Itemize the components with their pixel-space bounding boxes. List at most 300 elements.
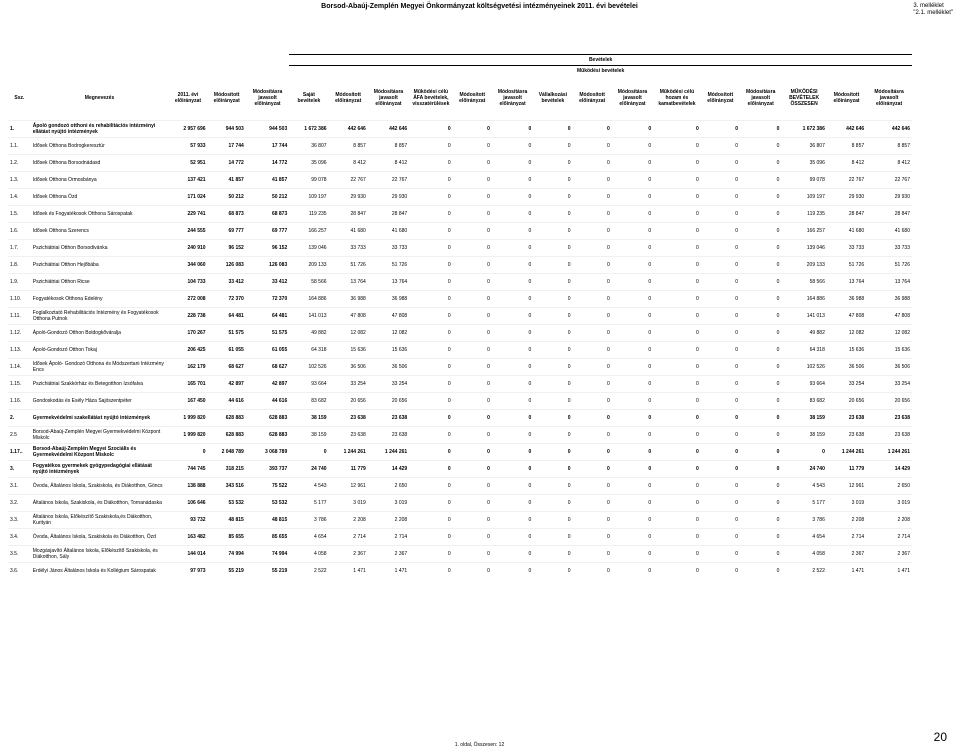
row-value: 42 897 (208, 376, 246, 393)
row-value: 109 197 (289, 189, 328, 206)
row-value: 14 429 (866, 461, 912, 478)
col-c14: Módosított előirányzat (707, 92, 734, 105)
row-value: 23 638 (866, 427, 912, 444)
row-value: 0 (492, 223, 533, 240)
row-value: 0 (653, 342, 701, 359)
row-value: 0 (409, 529, 452, 546)
row-value: 0 (492, 274, 533, 291)
row-value: 23 638 (329, 427, 368, 444)
row-value: 0 (612, 461, 653, 478)
row-value: 51 726 (827, 257, 866, 274)
row-value: 4 058 (781, 546, 827, 563)
row-value: 162 179 (168, 359, 207, 376)
row-value: 13 764 (827, 274, 866, 291)
row-value: 0 (533, 223, 572, 240)
row-value: 0 (701, 138, 740, 155)
row-value: 0 (492, 444, 533, 461)
table-row (8, 189, 912, 206)
row-value: 51 726 (866, 257, 912, 274)
row-value: 0 (533, 206, 572, 223)
row-value: 0 (653, 546, 701, 563)
row-value: 0 (612, 376, 653, 393)
row-value: 139 046 (781, 240, 827, 257)
row-value: 68 627 (208, 359, 246, 376)
row-value: 41 680 (368, 223, 409, 240)
row-ssz: 1.14. (8, 359, 31, 376)
row-value: 0 (612, 206, 653, 223)
row-value: 33 733 (368, 240, 409, 257)
row-name: Fogyatékosok Otthona Edelény (31, 291, 169, 308)
row-name: Idősek Otthona Ormosbánya (31, 172, 169, 189)
row-value: 0 (409, 172, 452, 189)
row-value: 0 (533, 189, 572, 206)
row-value: 0 (653, 172, 701, 189)
row-value: 69 777 (208, 223, 246, 240)
row-name: Foglalkoztató Rehabilitációs Intézmény és Fogyatékosok Otthona Putnok (31, 308, 169, 325)
row-value: 44 616 (208, 393, 246, 410)
row-value: 1 244 261 (329, 444, 368, 461)
row-value: 48 815 (208, 512, 246, 529)
table-row (8, 240, 912, 257)
row-value: 102 526 (781, 359, 827, 376)
row-value: 58 566 (289, 274, 328, 291)
row-value: 36 506 (827, 359, 866, 376)
row-value: 0 (492, 172, 533, 189)
row-value: 14 772 (246, 155, 289, 172)
col-c8: Módosított előirányzat (459, 92, 486, 105)
row-value: 2 367 (368, 546, 409, 563)
row-value: 0 (612, 325, 653, 342)
row-value: 47 808 (866, 308, 912, 325)
row-value: 0 (533, 512, 572, 529)
row-value: 15 636 (866, 342, 912, 359)
row-value: 36 506 (368, 359, 409, 376)
row-value: 171 024 (168, 189, 207, 206)
row-name: Ápoló-Gondozó Otthon Boldogkőváralja (31, 325, 169, 342)
row-value: 23 638 (368, 427, 409, 444)
row-value: 0 (533, 325, 572, 342)
row-value: 0 (573, 495, 612, 512)
row-value: 0 (492, 257, 533, 274)
table-row (8, 172, 912, 189)
row-value: 0 (701, 274, 740, 291)
row-value: 13 764 (368, 274, 409, 291)
row-value: 0 (453, 546, 492, 563)
row-value: 15 636 (368, 342, 409, 359)
row-value: 3 068 789 (246, 444, 289, 461)
row-value: 1 999 820 (168, 427, 207, 444)
row-value: 36 988 (866, 291, 912, 308)
row-value: 0 (453, 478, 492, 495)
row-value: 1 244 261 (827, 444, 866, 461)
row-name: Pszichiátriai Szakkórház és Betegotthon Izsófalva (31, 376, 169, 393)
row-value: 2 208 (866, 512, 912, 529)
row-value: 126 083 (246, 257, 289, 274)
row-ssz: 1.4. (8, 189, 31, 206)
row-value: 0 (740, 189, 781, 206)
row-value: 0 (701, 478, 740, 495)
row-value: 0 (533, 138, 572, 155)
row-value: 0 (701, 172, 740, 189)
header-mukodesi-bevetelek: Működési bevételek (289, 66, 912, 77)
row-ssz: 3.5. (8, 546, 31, 563)
row-value: 0 (453, 495, 492, 512)
row-value: 83 682 (781, 393, 827, 410)
row-value: 49 882 (781, 325, 827, 342)
row-ssz: 1. (8, 121, 31, 138)
row-value: 48 815 (246, 512, 289, 529)
row-value: 5 177 (289, 495, 328, 512)
row-value: 68 627 (246, 359, 289, 376)
row-value: 0 (740, 342, 781, 359)
row-value: 50 212 (208, 189, 246, 206)
row-value: 8 412 (329, 155, 368, 172)
row-value: 0 (701, 529, 740, 546)
row-value: 0 (701, 546, 740, 563)
col-megnevezes: Megnevezés (84, 95, 115, 102)
row-value: 0 (573, 359, 612, 376)
row-value: 0 (653, 461, 701, 478)
row-value: 11 779 (827, 461, 866, 478)
row-value: 33 733 (329, 240, 368, 257)
row-value: 41 857 (246, 172, 289, 189)
row-value: 99 078 (289, 172, 328, 189)
row-value: 33 412 (246, 274, 289, 291)
row-value: 0 (492, 291, 533, 308)
row-value: 0 (653, 240, 701, 257)
row-value: 164 886 (781, 291, 827, 308)
row-value: 0 (453, 155, 492, 172)
row-value: 0 (409, 325, 452, 342)
row-value: 0 (612, 495, 653, 512)
row-value: 0 (701, 444, 740, 461)
row-value: 0 (533, 291, 572, 308)
row-value: 4 058 (289, 546, 328, 563)
row-value: 0 (289, 444, 328, 461)
row-value: 72 370 (246, 291, 289, 308)
row-value: 61 055 (208, 342, 246, 359)
row-value: 0 (701, 495, 740, 512)
table-row (8, 427, 912, 444)
table-row (8, 274, 912, 291)
row-value: 0 (533, 393, 572, 410)
row-value: 36 506 (329, 359, 368, 376)
row-value: 0 (453, 308, 492, 325)
row-value: 0 (492, 461, 533, 478)
row-value: 0 (612, 223, 653, 240)
row-value: 36 807 (781, 138, 827, 155)
row-value: 1 672 386 (781, 121, 827, 138)
row-value: 0 (409, 138, 452, 155)
row-value: 33 733 (866, 240, 912, 257)
row-value: 0 (453, 291, 492, 308)
row-ssz: 1.12. (8, 325, 31, 342)
row-ssz: 1.6. (8, 223, 31, 240)
row-name: Idősek Otthona Ózd (31, 189, 169, 206)
row-value: 2 208 (827, 512, 866, 529)
col-c9: Módosításra javasolt előirányzat (497, 89, 528, 108)
page-number: 20 (933, 730, 947, 744)
row-value: 0 (653, 495, 701, 512)
row-value: 0 (781, 444, 827, 461)
row-value: 0 (492, 342, 533, 359)
row-value: 0 (701, 291, 740, 308)
row-value: 0 (701, 325, 740, 342)
row-value: 13 764 (866, 274, 912, 291)
row-value: 0 (612, 427, 653, 444)
row-value: 0 (701, 427, 740, 444)
row-value: 29 930 (827, 189, 866, 206)
row-value: 0 (533, 495, 572, 512)
col-c15: Módosításra javasolt előirányzat (745, 89, 776, 108)
row-name: Mozgásjavító Általános Iskola, Előkészítő Szakiskola, és Diákotthon, Sály (31, 546, 169, 563)
row-value: 68 873 (208, 206, 246, 223)
row-value: 126 083 (208, 257, 246, 274)
row-value: 0 (453, 376, 492, 393)
row-value: 0 (612, 189, 653, 206)
col-c17: Módosított előirányzat (833, 92, 860, 105)
table-row (8, 308, 912, 325)
row-value: 0 (740, 410, 781, 427)
row-value: 0 (653, 206, 701, 223)
row-value: 2 367 (866, 546, 912, 563)
row-value: 240 910 (168, 240, 207, 257)
row-value: 51 726 (368, 257, 409, 274)
row-value: 0 (653, 257, 701, 274)
row-value: 0 (168, 444, 207, 461)
row-value: 29 930 (368, 189, 409, 206)
row-value: 944 503 (246, 121, 289, 138)
row-value: 0 (533, 172, 572, 189)
row-value: 0 (533, 359, 572, 376)
annex-line-2: "2.1. melléklet" (913, 10, 953, 16)
row-name: Általános Iskola, Előkészítő Szakiskola,és Diákotthon, Kurityán (31, 512, 169, 529)
row-value: 0 (701, 342, 740, 359)
row-value: 0 (740, 461, 781, 478)
row-name: Idősek Otthona Szerencs (31, 223, 169, 240)
row-value: 0 (453, 274, 492, 291)
row-value: 23 638 (368, 410, 409, 427)
row-value: 0 (573, 444, 612, 461)
row-value: 52 951 (168, 155, 207, 172)
row-value: 0 (701, 189, 740, 206)
row-name: Általános Iskola, Szakiskola, és Diákotthon, Tornanádaska (31, 495, 169, 512)
row-value: 0 (409, 376, 452, 393)
row-value: 29 930 (866, 189, 912, 206)
row-value: 0 (533, 342, 572, 359)
row-value: 0 (409, 410, 452, 427)
row-value: 0 (573, 512, 612, 529)
row-value: 57 933 (168, 138, 207, 155)
row-value: 0 (533, 121, 572, 138)
row-name: Pszichiátriai Otthon Hejőbába (31, 257, 169, 274)
row-value: 0 (492, 138, 533, 155)
row-value: 0 (409, 257, 452, 274)
row-value: 1 244 261 (368, 444, 409, 461)
row-name: Gyermekvédelmi szakellátást nyújtó intézmények (31, 410, 169, 427)
col-c12: Módosításra javasolt előirányzat (617, 89, 648, 108)
row-value: 85 655 (208, 529, 246, 546)
row-value: 0 (492, 155, 533, 172)
row-value: 0 (492, 189, 533, 206)
row-value: 442 646 (368, 121, 409, 138)
row-value: 20 656 (329, 393, 368, 410)
row-value: 209 133 (289, 257, 328, 274)
row-value: 0 (573, 342, 612, 359)
row-value: 0 (612, 121, 653, 138)
table-row (8, 155, 912, 172)
col-c7: Működési célú ÁFA bevételek, visszatérülések (412, 89, 450, 108)
row-value: 53 532 (208, 495, 246, 512)
row-value: 0 (453, 342, 492, 359)
row-ssz: 1.7. (8, 240, 31, 257)
row-value: 0 (612, 257, 653, 274)
row-value: 0 (701, 308, 740, 325)
table-row (8, 376, 912, 393)
row-value: 47 808 (368, 308, 409, 325)
row-value: 628 883 (208, 410, 246, 427)
row-ssz: 1.11. (8, 308, 31, 325)
row-value: 2 208 (329, 512, 368, 529)
row-value: 1 471 (827, 563, 866, 580)
row-value: 0 (453, 410, 492, 427)
row-value: 138 888 (168, 478, 207, 495)
row-value: 2 522 (781, 563, 827, 580)
table-row (8, 512, 912, 529)
row-value: 12 082 (827, 325, 866, 342)
row-value: 393 737 (246, 461, 289, 478)
row-value: 0 (409, 189, 452, 206)
row-value: 0 (453, 121, 492, 138)
row-value: 0 (740, 512, 781, 529)
row-value: 93 732 (168, 512, 207, 529)
row-value: 0 (409, 308, 452, 325)
row-name: Borsod-Abaúj-Zemplén Megyei Gyermekvédelmi Központ Miskolc (31, 427, 169, 444)
row-value: 0 (653, 512, 701, 529)
row-name: Idősek Otthona Bodrogkeresztúr (31, 138, 169, 155)
row-value: 0 (653, 359, 701, 376)
row-value: 99 078 (781, 172, 827, 189)
row-value: 20 656 (827, 393, 866, 410)
row-value: 24 740 (781, 461, 827, 478)
row-value: 2 367 (329, 546, 368, 563)
annex-line-1: 3. melléklet (913, 3, 944, 9)
row-value: 4 543 (781, 478, 827, 495)
row-value: 0 (701, 257, 740, 274)
row-value: 0 (409, 121, 452, 138)
row-value: 96 152 (246, 240, 289, 257)
row-value: 23 638 (866, 410, 912, 427)
row-value: 0 (453, 427, 492, 444)
row-value: 96 152 (208, 240, 246, 257)
row-value: 61 055 (246, 342, 289, 359)
row-value: 229 741 (168, 206, 207, 223)
row-value: 15 636 (827, 342, 866, 359)
row-value: 0 (453, 189, 492, 206)
row-value: 36 988 (329, 291, 368, 308)
row-value: 0 (492, 495, 533, 512)
row-value: 51 726 (329, 257, 368, 274)
row-value: 0 (409, 291, 452, 308)
row-value: 69 777 (246, 223, 289, 240)
row-value: 17 744 (246, 138, 289, 155)
row-value: 0 (740, 376, 781, 393)
col-c13: Működési célú hozam és kamatbevételek (658, 89, 696, 108)
row-value: 272 008 (168, 291, 207, 308)
row-value: 0 (573, 138, 612, 155)
table-row (8, 461, 912, 478)
table-row (8, 138, 912, 155)
row-value: 33 254 (329, 376, 368, 393)
row-value: 41 857 (208, 172, 246, 189)
row-value: 17 744 (208, 138, 246, 155)
row-value: 0 (612, 529, 653, 546)
row-value: 2 522 (289, 563, 328, 580)
row-ssz: 1.5. (8, 206, 31, 223)
row-value: 22 767 (368, 172, 409, 189)
row-value: 0 (453, 172, 492, 189)
row-value: 0 (573, 393, 612, 410)
row-value: 1 471 (866, 563, 912, 580)
table-row (8, 529, 912, 546)
row-value: 0 (573, 478, 612, 495)
row-ssz: 2. (8, 410, 31, 427)
row-value: 2 048 789 (208, 444, 246, 461)
row-value: 0 (740, 495, 781, 512)
row-value: 51 575 (208, 325, 246, 342)
row-value: 0 (453, 393, 492, 410)
row-value: 0 (653, 223, 701, 240)
row-value: 20 656 (368, 393, 409, 410)
row-value: 0 (653, 444, 701, 461)
annex-label (913, 3, 953, 17)
row-ssz: 1.3. (8, 172, 31, 189)
row-value: 628 883 (208, 427, 246, 444)
row-value: 0 (533, 376, 572, 393)
row-value: 0 (612, 240, 653, 257)
row-value: 0 (653, 427, 701, 444)
row-value: 36 506 (866, 359, 912, 376)
row-value: 209 133 (781, 257, 827, 274)
row-value: 74 994 (246, 546, 289, 563)
col-c1: 2011. évi előirányzat (174, 92, 201, 105)
row-value: 83 682 (289, 393, 328, 410)
row-value: 0 (701, 240, 740, 257)
page-title: Borsod-Abaúj-Zemplén Megyei Önkormányzat költségvetési intézményeinek 2011. évi bevételei (321, 3, 638, 10)
row-name: Ápoló gondozó otthoni és rehabilitációs intézményi ellátást nyújtó intézmények (31, 121, 169, 138)
row-value: 206 425 (168, 342, 207, 359)
row-value: 0 (573, 563, 612, 580)
row-name: Óvoda, Általános Iskola, Szakiskola, és Diákotthon, Göncs (31, 478, 169, 495)
table-row (8, 223, 912, 240)
row-value: 0 (453, 461, 492, 478)
table-body (8, 121, 912, 580)
col-c10: Vállalkozási bevételek (538, 92, 568, 105)
row-value: 72 370 (208, 291, 246, 308)
row-value: 0 (409, 444, 452, 461)
row-value: 4 654 (781, 529, 827, 546)
row-value: 0 (533, 410, 572, 427)
row-value: 164 886 (289, 291, 328, 308)
row-value: 2 650 (866, 478, 912, 495)
row-value: 0 (492, 427, 533, 444)
row-value: 0 (612, 291, 653, 308)
row-value: 0 (573, 427, 612, 444)
row-value: 0 (612, 393, 653, 410)
row-value: 442 646 (329, 121, 368, 138)
row-value: 33 733 (827, 240, 866, 257)
row-value: 0 (573, 274, 612, 291)
